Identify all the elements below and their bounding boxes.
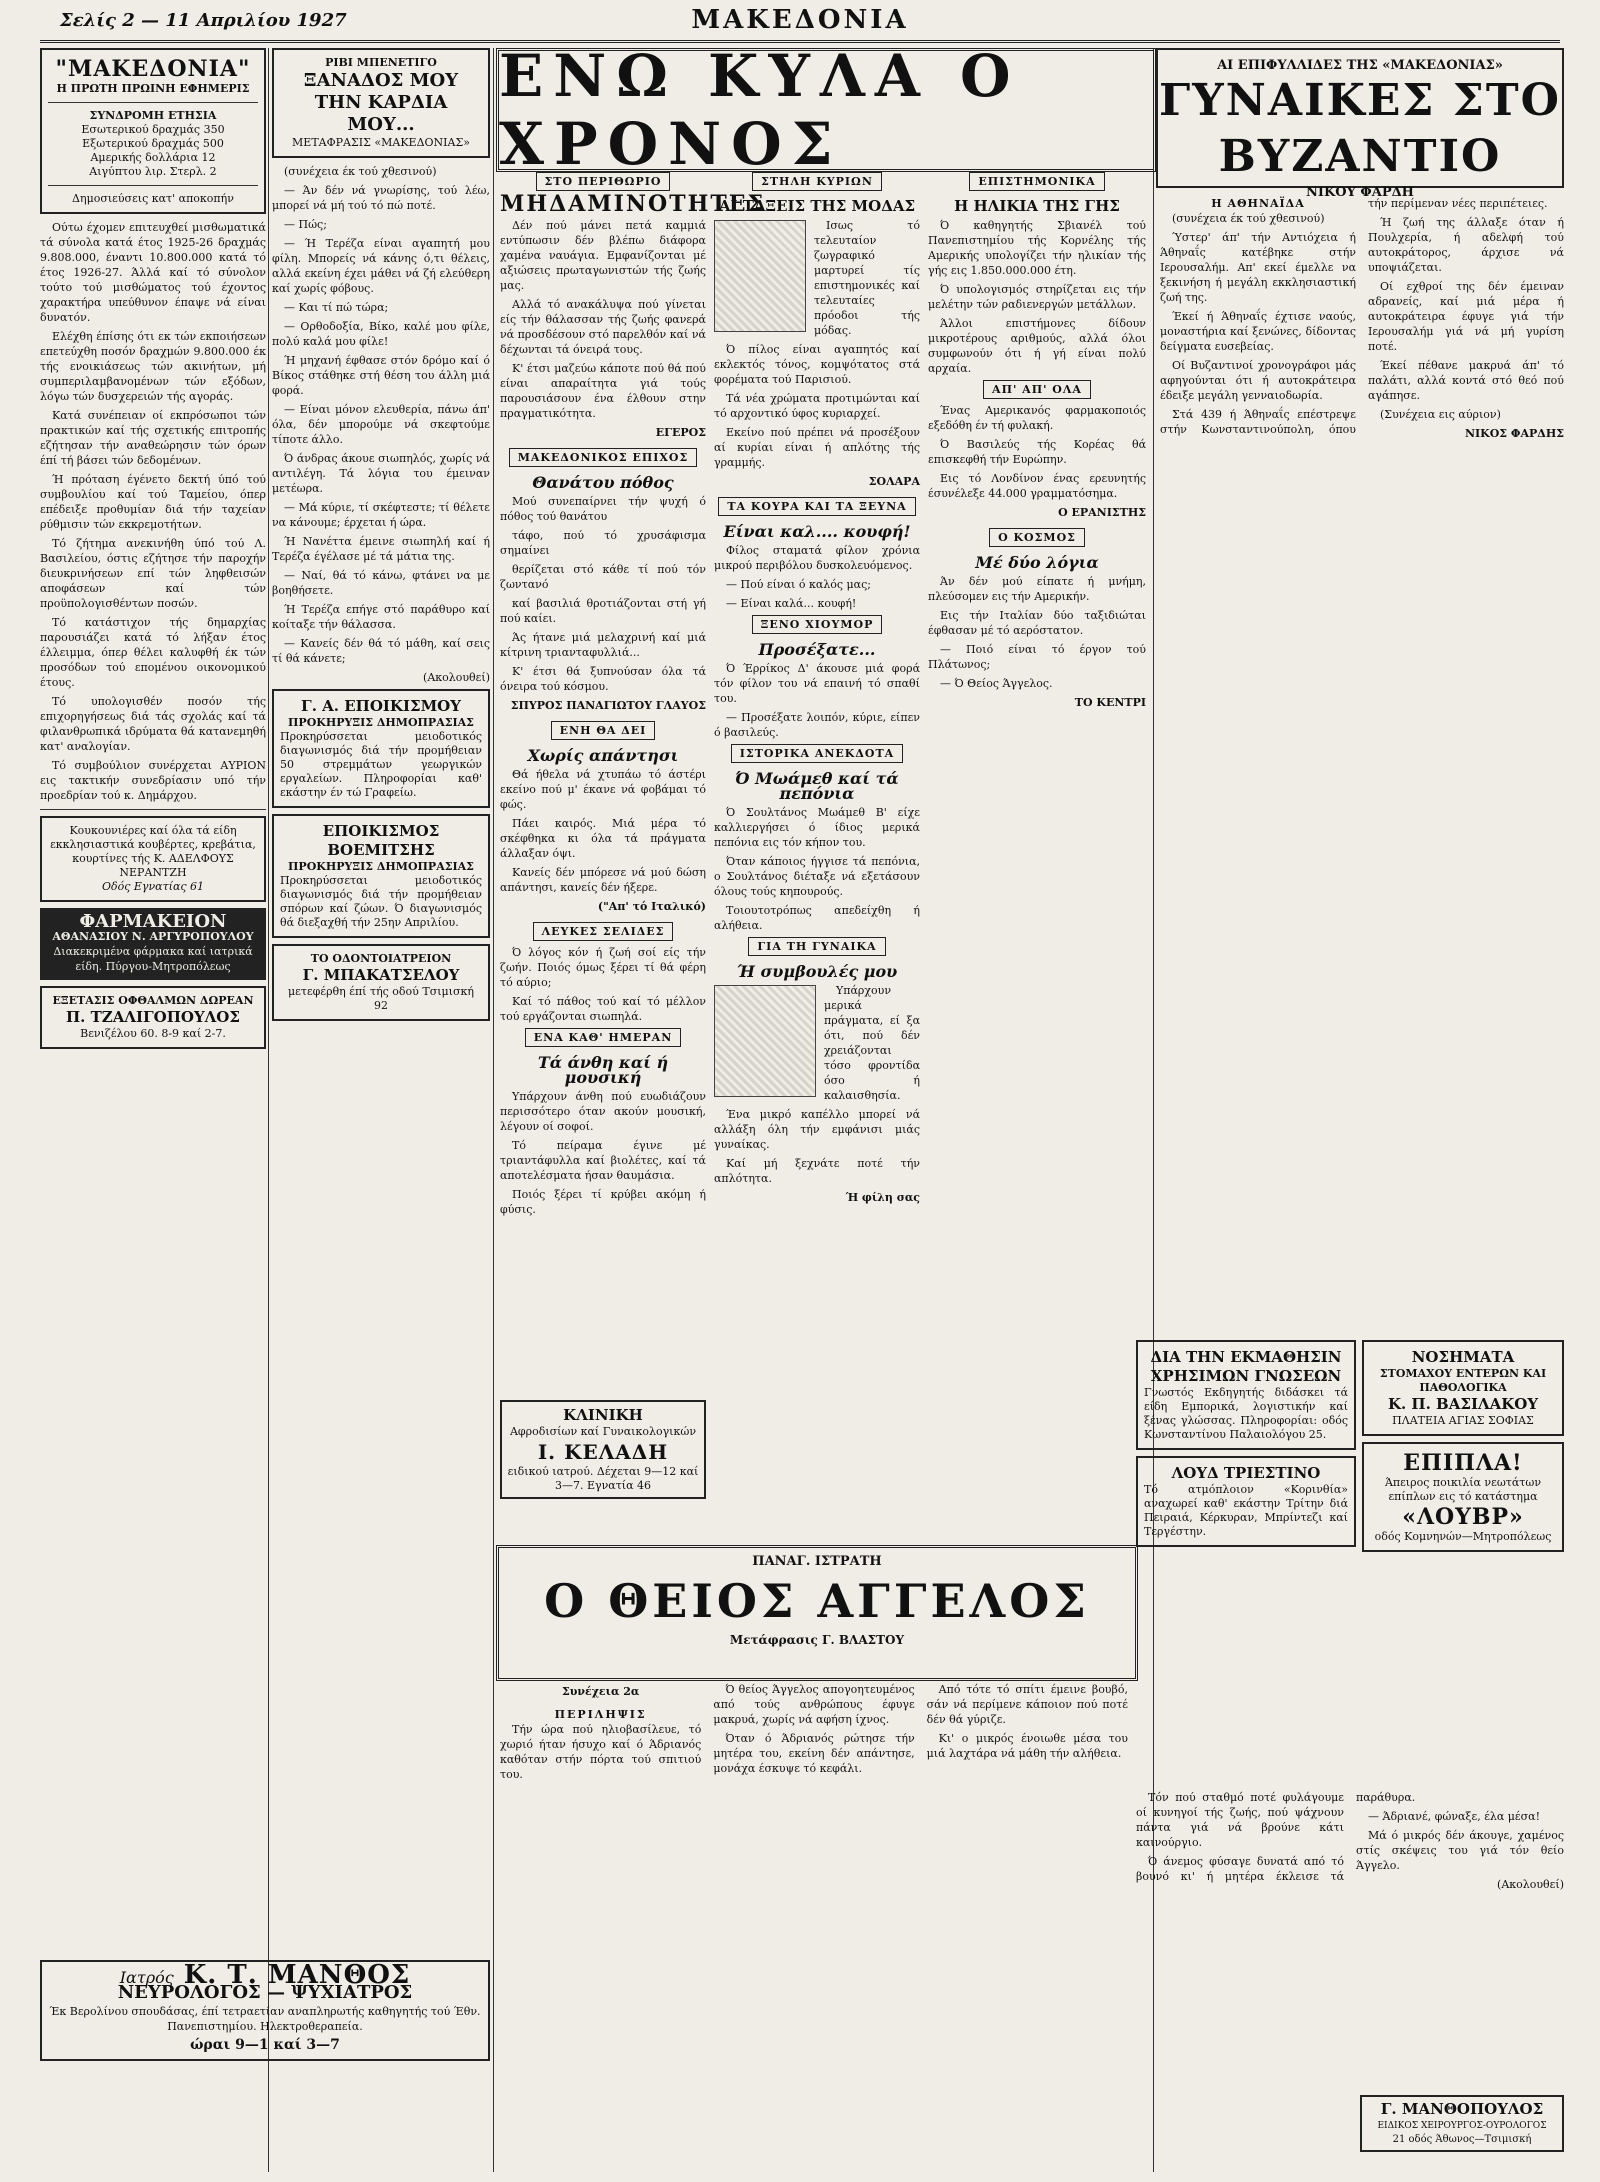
ad-title: ΤΟ ΟΔΟΝΤΟΙΑΤΡΕΙΟΝ bbox=[310, 952, 452, 965]
sub-box-line: Αμερικής δολλάρια 12 bbox=[90, 151, 216, 164]
ad-title: Γ. Α. ΕΠΟΙΚΙΣΜΟΥ bbox=[301, 697, 461, 715]
article-title: Ό Μωάμεθ καί τά πεπόνια bbox=[735, 769, 899, 803]
article-paragraph: Τήν ώρα πού ηλιοβασίλευε, τό χωριό ήταν ήσυχο καί ό Άδριανός καθόταν στήν πόρτα τού σπιτιού του. bbox=[500, 1723, 702, 1781]
article-paragraph: Στά 439 ή Άθηναΐς επέστρεψε στήν Κωνσταντινούπολη, όπου τήν περίμεναν νέες περιπέτειες. bbox=[1160, 197, 1548, 436]
ad-name: Κ. Π. ΒΑΣΙΛΑΚΟΥ bbox=[1387, 1395, 1539, 1413]
article-paragraph: Ό πίλος είναι αγαπητός καί εκλεκτός τόνος, κομψότατος στά φορέματα τού Παρισιού. bbox=[714, 343, 920, 386]
ad-name: «ΛΟΥΒΡ» bbox=[1402, 1504, 1524, 1530]
section-label: ΞΕΝΟ ΧΙΟΥΜΟΡ bbox=[752, 615, 883, 634]
ad-name: Γ. ΜΠΑΚΑΤΣΕΛΟΥ bbox=[302, 966, 460, 984]
article-paragraph: Ό άνδρας άκουε σιωπηλός, χωρίς νά αντιλέγη. Τά λόγια του έμειναν μετέωρα. bbox=[272, 452, 490, 495]
section-label: Η ΑΘΗΝΑΪΔΑ bbox=[1211, 197, 1305, 210]
ad-text: Γνωστός Εκδηγητής διδάσκει τά είδη Εμπορικά, λογιστικήν καί ξένας γλώσσας. Πληροφορίαι: οδός Κωνσταντίνου Παλαιολόγου 25. bbox=[1144, 1386, 1348, 1441]
article-paragraph: — Ορθοδοξία, Βίκο, καλέ μου φίλε, πολύ καλά μου φίλε! bbox=[272, 320, 490, 348]
article-paragraph: Ή Νανέττα έμεινε σιωπηλή καί ή Τερέζα έγέλασε μέ τά μάτια της. bbox=[272, 535, 490, 563]
ad-title: ΚΛΙΝΙΚΗ bbox=[563, 1406, 643, 1424]
article-paragraph: Άλλοι επιστήμονες δίδουν μικροτέρους αριθμούς, αλλά όλοι συμφωνούν ότι ή γή είναι πολύ αρχαία. bbox=[928, 317, 1146, 375]
poem-title: Θανάτου πόθος bbox=[532, 473, 674, 492]
section-label: ΕΠΙΣΤΗΜΟΝΙΚΑ bbox=[969, 172, 1104, 191]
article-paragraph: Ύστερ' άπ' τήν Αντιόχεια ή Άθηναΐς κατέβηκε στήν Ιερουσαλήμ. Απ' εκεί έμελλε να ξεκινήση ή μεγάλη εκκλησιαστική ζωή της. bbox=[1160, 231, 1356, 304]
article-paragraph: Τό κατάστιχον τής δημαρχίας παρουσιάζει κατά τό λήξαν έτος έλλειμμα, όπερ θέλει καλυφθή έκ τών προσόδων τού επομένου οικονομικού έτους. bbox=[40, 616, 266, 689]
article-paragraph: Ό Βασιλεύς τής Κορέας θά επισκεφθή τήν Ευρώπην. bbox=[928, 438, 1146, 466]
section-label: Ο ΚΟΣΜΟΣ bbox=[989, 528, 1085, 547]
section-label: ΣΤΟ ΠΕΡΙΘΩΡΙΟ bbox=[536, 172, 671, 191]
article-paragraph: Έκεί πέθανε μακρυά άπ' τό παλάτι, αλλά κοντά στό θεό πού αγάπησε. bbox=[1368, 359, 1564, 402]
ad-name: Κ. Τ. ΜΑΝΘΟΣ bbox=[183, 1960, 411, 1990]
section-label: ΜΑΚΕΔΟΝΙΚΟΣ ΕΠΙΧΟΣ bbox=[509, 448, 698, 467]
feature-title: ΓΥΝΑΙΚΕΣ ΣΤΟ ΒΥΖΑΝΤΙΟ bbox=[1159, 75, 1561, 182]
article-title: ΑΙ ΤΑΞΕΙΣ ΤΗΣ ΜΟΔΑΣ bbox=[718, 197, 916, 215]
section-label: ΙΣΤΟΡΙΚΑ ΑΝΕΚΔΟΤΑ bbox=[731, 744, 903, 763]
article-paragraph: — Πού είναι ό καλός μας; bbox=[726, 578, 871, 591]
paper-name: ΜΑΚΕΔΟΝΙΑ bbox=[691, 5, 909, 35]
sub-box-title: "ΜΑΚΕΔΟΝΙΑ" bbox=[55, 56, 251, 82]
column-rule bbox=[493, 48, 494, 2172]
ad-subtitle: ΠΡΟΚΗΡΥΞΙΣ ΔΗΜΟΠΡΑΣΙΑΣ bbox=[288, 860, 474, 873]
article-title: ΜΗΔΑΜΙΝΟΤΗΤΕΣ bbox=[500, 191, 766, 217]
section-label: ΓΙΑ ΤΗ ΓΥΝΑΙΚΑ bbox=[748, 937, 885, 956]
right-ads-right bbox=[1362, 1340, 1564, 1780]
article-paragraph: Ό υπολογισμός στηρίζεται εις τήν μελέτην τών ραδιενεργών μετάλλων. bbox=[928, 283, 1146, 311]
article-title: Η ΗΛΙΚΙΑ ΤΗΣ ΓΗΣ bbox=[954, 197, 1120, 215]
article-paragraph: Κανείς δέν μπόρεσε νά μού δώση απάντησι, κανείς δέν ήξερε. bbox=[500, 866, 706, 894]
feature-banner bbox=[496, 42, 1156, 178]
advert-shipping bbox=[1136, 1456, 1356, 1547]
right-lower-serial bbox=[1136, 1790, 1564, 2090]
article-paragraph: — Άν δέν νά γνωρίσης, τού λέω, μπορεί νά μή τού τό πώ ποτέ. bbox=[272, 184, 490, 212]
section-label: ΕΝΗ ΘΑ ΔΕΙ bbox=[551, 721, 656, 740]
advert-pharmacy bbox=[40, 908, 266, 980]
article-paragraph: Μά ό μικρός δέν άκουγε, χαμένος στίς σκέψεις του γιά τόν θείο Άγγελο. bbox=[1356, 1829, 1564, 1872]
ad-address: Οδός Εγνατίας 61 bbox=[101, 880, 205, 893]
article-paragraph: — Είναι καλά... κουφή! bbox=[726, 597, 857, 610]
article-paragraph: Καί μή ξεχνάτε ποτέ τήν απλότητα. bbox=[714, 1157, 920, 1185]
poem-line: Κ' έτσι θά ξυπνούσαν όλα τά όνειρα τού κόσμου. bbox=[500, 665, 706, 693]
section-label: ΕΝΑ ΚΑΘ' ΗΜΕΡΑΝ bbox=[525, 1028, 682, 1047]
ad-title: ΕΠΟΙΚΙΣΜΟΣ ΒΟΕΜΙΤΣΗΣ bbox=[322, 822, 440, 859]
article-paragraph: Ή πρόταση έγένετο δεκτή ύπό τού συμβουλίου καί τού Ταμείου, όπερ επέδειξε προθυμίαν διά τήν ταχείαν ρύθμισιν τών εκκρεμοτήτων. bbox=[40, 473, 266, 531]
ad-title: ΝΕΥΡΟΛΟΓΟΣ — ΨΥΧΙΑΤΡΟΣ bbox=[117, 1982, 413, 2003]
poem-line: καί βασιλιά θροτιάζονται στή γή πού καίει. bbox=[500, 597, 706, 625]
article-paragraph: Τό πείραμα έγινε μέ τριαντάφυλλα καί βιολέτες, καί τά αποτελέσματα ήσαν θαυμάσια. bbox=[500, 1139, 706, 1182]
sub-box-line: Δημοσιεύσεις κατ' αποκοπήν bbox=[72, 192, 234, 205]
center-column-c bbox=[928, 172, 1146, 1532]
advert-tender-2 bbox=[272, 814, 490, 938]
section-label: ΣΤΗΛΗ ΚΥΡΙΩΝ bbox=[752, 172, 882, 191]
article-paragraph: Υπάρχουν άνθη πού ευωδιάζουν περισσότερο όταν ακούν μουσική, λέγουν οί σοφοί. bbox=[500, 1090, 706, 1133]
article-title: Μέ δύο λόγια bbox=[975, 553, 1099, 572]
serial-translator: ΜΕΤΑΦΡΑΣΙΣ «ΜΑΚΕΔΟΝΙΑΣ» bbox=[292, 136, 470, 149]
sub-box-heading: ΣΥΝΔΡΟΜΗ ΕΤΗΣΙΑ bbox=[89, 109, 217, 122]
article-paragraph: (συνέχεια έκ τού χθεσινού) bbox=[284, 165, 437, 178]
article-paragraph: Καί τό πάθος τού καί τό μέλλον τού εργάζονται σιωπηλά. bbox=[500, 995, 706, 1023]
ad-text: Τό ατμόπλοιον «Κορινθία» αναχωρεί καθ' εκάστην Τρίτην διά Πειραιά, Κέρκυραν, Μπρίντεζι καί Τεργέστην. bbox=[1144, 1483, 1348, 1538]
article-paragraph: Τά νέα χρώματα προτιμώνται καί τό αρχοντικό ύφος κυριαρχεί. bbox=[714, 392, 920, 420]
right-ads-left bbox=[1136, 1340, 1356, 1780]
section-label: ΤΑ ΚΟΥΡΑ ΚΑΙ ΤΑ ΞΕΥΝΑ bbox=[718, 497, 915, 516]
ad-text: Έκ Βερολίνου σπουδάσας, έπί τετραετίαν αναπληρωτής καθηγητής τού Έθν. Πανεπιστημίου. Ηλεκτροθεραπεία. bbox=[49, 2005, 481, 2033]
sub-box-line: Εξωτερικού δραχμάς 500 bbox=[82, 137, 224, 150]
article-paragraph: Ό Σουλτάνος Μωάμεθ Β' είχε καλλιεργήσει ό ίδιος μερικά πεπόνια εις τόν κήπον του. bbox=[714, 806, 920, 849]
story-title: Χωρίς απάντησι bbox=[527, 746, 679, 765]
article-paragraph: Όταν κάποιος ήγγισε τά πεπόνια, ο Σουλτάνος διέταξε νά εξετάσουν όλους τούς κηπουρούς. bbox=[714, 855, 920, 898]
article-signature: ΕΓΕΡΟΣ bbox=[655, 426, 706, 439]
article-paragraph: Τό ζήτημα ανεκινήθη ύπό τού Λ. Βασιλείου, όστις εζήτησε τήν παροχήν διευκρινήσεων επί τών ληφθεισών αποφάσεων καί τών προϋπολογισθέντων ποσών. bbox=[40, 537, 266, 610]
article-paragraph: Όταν ό Άδριανός ρώτησε τήν μητέρα του, εκείνη δέν απάντησε, μονάχα έσκυψε τό κεφάλι. bbox=[713, 1732, 915, 1775]
ad-address: 21 οδός Άθωνος—Τσιμισκή bbox=[1392, 2134, 1532, 2145]
section-label: ΛΕΥΚΕΣ ΣΕΛΙΔΕΣ bbox=[533, 922, 674, 941]
advert-tender-1 bbox=[272, 689, 490, 808]
fashion-illustration bbox=[714, 220, 806, 332]
masthead bbox=[40, 0, 1560, 43]
article-paragraph: Ελέχθη έπίσης ότι εκ τών εκποιήσεων επετεύχθη ποσόν δραχμών 9.800.000 έκ τής ενοικιάσεως τών ακινήτων, μή συμπεριλαμβανομένων τών εξόδων, λόγω τών δυσχερειών τής αγοράς. bbox=[40, 330, 266, 403]
subscription-box bbox=[40, 48, 266, 214]
center-column-b bbox=[714, 172, 920, 1532]
ad-text: μετεφέρθη έπί τής οδού Τσιμισκή 92 bbox=[288, 985, 474, 1012]
article-signature: Ή φίλη σας bbox=[845, 1191, 920, 1204]
article-paragraph: Ένα μικρό καπέλλο μπορεί νά αλλάξη όλη τήν εμφάνισι μιάς γυναίκας. bbox=[714, 1108, 920, 1151]
article-paragraph: — Ή Τερέζα είναι αγαπητή μου φίλη. Μπορείς νά κάνης ό,τι θέλεις, αλλά εκείνη έχει μάθει νά ζή ελεύθερη καί χωρίς φόβους. bbox=[272, 237, 490, 295]
article-paragraph: Θά ήθελα νά χτυπάω τό άστέρι εκείνο πού μ' έκανε νά φοβάμαι τό φώς. bbox=[500, 768, 706, 811]
article-paragraph: — Πώς; bbox=[284, 218, 327, 231]
ad-name: Ι. ΚΕΛΑΔΗ bbox=[537, 1440, 669, 1464]
article-paragraph: Ή ζωή της άλλαξε όταν ή Πουλχερία, ή αδελφή τού αυτοκράτορος, άρχισε νά υποψιάζεται. bbox=[1368, 216, 1564, 274]
byzantium-article bbox=[1160, 196, 1564, 1326]
article-paragraph: — Μά κύριε, τί σκέφτεστε; τί θέλετε να κάνουμε; έρχεται ή ώρα. bbox=[272, 501, 490, 529]
sub-box-subtitle: Η ΠΡΩΤΗ ΠΡΩΙΝΗ ΕΦΗΜΕΡΙΣ bbox=[56, 82, 250, 95]
article-paragraph: — Ό Θείος Άγγελος. bbox=[940, 677, 1053, 690]
continuation-note: (Ακολουθεί) bbox=[1497, 1878, 1564, 1891]
article-signature: ΝΙΚΟΣ ΦΑΡΔΗΣ bbox=[1464, 427, 1564, 440]
article-paragraph: Ό λόγος κόν ή ζωή σοί είς τήν ζωήν. Ποιός όμως ξέρει τί θά φέρη τό αύριο; bbox=[500, 946, 706, 989]
poem-line: Μού συνεπαίρνει τήν ψυχή ό πόθος τού θανάτου bbox=[500, 495, 706, 523]
article-title: Προσέξατε... bbox=[758, 640, 876, 659]
article-paragraph: — Και τί πώ τώρα; bbox=[284, 301, 389, 314]
advert-furniture bbox=[40, 816, 266, 902]
article-paragraph: — Προσέξατε λοιπόν, κύριε, είπεν ό βασιλεύς. bbox=[714, 711, 920, 739]
poem-line: τάφο, πού τό χρυσάφισμα σημαίνει bbox=[500, 529, 706, 557]
article-paragraph: Κατά συνέπειαν οί εκπρόσωποι τών πρακτικών καί τής σχετικής επιτροπής εζήτησαν τήν αναθεώρησιν τών όρων έπί τή βάσει τών δεδομένων. bbox=[40, 409, 266, 467]
serial-kicker: ΠΑΝΑΓ. ΙΣΤΡΑΤΗ bbox=[752, 1554, 882, 1569]
advert-dentist bbox=[272, 944, 490, 1021]
article-paragraph: Κ' έτσι μαζεύω κάποτε πού θά πού είναι απαραίτητα γιά τούς παρουσιάσουν ένα έλθουν στην πραγματικότητα. bbox=[500, 362, 706, 420]
article-paragraph: Εις τήν Ιταλίαν δύο ταξιδιώται έφθασαν μέ τό αερόστατον. bbox=[928, 609, 1146, 637]
ad-subtitle: ΠΡΟΚΗΡΥΞΙΣ ΔΗΜΟΠΡΑΣΙΑΣ bbox=[288, 716, 474, 729]
article-paragraph: Εκείνο πού πρέπει νά προσέξουν αί κυρίαι είναι ή απλότης τής γραμμής. bbox=[714, 426, 920, 469]
article-paragraph: Εις τό Λονδίνον ένας ερευνητής έσυνέλεξε 44.000 γραμματόσημα. bbox=[928, 472, 1146, 500]
article-paragraph: — Άδριανέ, φώναξε, έλα μέσα! bbox=[1368, 1810, 1540, 1823]
article-paragraph: Κι' ο μικρός ένοιωθε μέσα του μιά λαχτάρα νά μάθη τήν αλήθεια. bbox=[926, 1732, 1128, 1760]
article-paragraph: Τό υπολογισθέν ποσόν τής επιχορηγήσεως διά τάς σχολάς καί τά φιλανθρωπικά ιδρύματα θά κατανεμηθή κατ' αναλογίαν. bbox=[40, 695, 266, 753]
poem-signature: ΣΠΥΡΟΣ ΠΑΝΑΓΙΩΤΟΥ ΓΛΑΥΟΣ bbox=[510, 699, 706, 712]
ad-subtitle: ΕΙΔΙΚΟΣ ΧΕΙΡΟΥΡΓΟΣ-ΟΥΡΟΛΟΓΟΣ bbox=[1377, 2121, 1547, 2131]
article-paragraph: (συνέχεια έκ τού χθεσινού) bbox=[1172, 212, 1325, 225]
ad-title: ΕΠΙΠΛΑ! bbox=[1403, 1450, 1523, 1476]
ad-text: Κουκουνιέρες καί όλα τά είδη εκκλησιαστικά κουβέρτες, κρεβάτια, κουρτίνες τής Κ. ΑΔΕΛΦΟΥΣ ΝΕΡΑΝΤΖΗ bbox=[50, 824, 256, 879]
ad-title: ΕΞΕΤΑΣΙΣ ΟΦΘΑΛΜΩΝ ΔΩΡΕΑΝ bbox=[52, 994, 254, 1007]
ad-text: Προκηρύσσεται μειοδοτικός διαγωνισμός διά τήν προμήθειαν σπόρων καί ζώων. Ό διαγωνισμός θά διεξαχθή τήν 25ην Απριλίου. bbox=[280, 874, 482, 929]
article-paragraph: Ισως τό τελευταίον ζωγραφικό μαρτυρεί τίς επιστημονικές καί τελευταίες πρόοδοι τής μόδας. bbox=[814, 219, 920, 337]
article-paragraph: Τόν πού σταθμό ποτέ φυλάγουμε οί κυνηγοί τής ζωής, πού ψάχνουν πάντα γιά νά βρούνε κάτι καινούργιο. bbox=[1136, 1791, 1344, 1849]
article-paragraph: Οί Βυζαντινοί χρονογράφοι μάς αφηγούνται ότι ή αυτοκράτειρα έδειξε μεγάλη γενναιοδωρία. bbox=[1160, 359, 1356, 402]
ad-address: ΠΛΑΤΕΙΑ ΑΓΙΑΣ ΣΟΦΙΑΣ bbox=[1392, 1414, 1534, 1427]
advert-education bbox=[1136, 1340, 1356, 1450]
advert-gastro bbox=[1362, 1340, 1564, 1436]
ad-title: ΝΟΣΗΜΑΤΑ bbox=[1411, 1348, 1515, 1366]
article-paragraph: Από τότε τό σπίτι έμεινε βουβό, σάν νά περίμενε κάποιον πού ποτέ δέν θά γύριζε. bbox=[926, 1683, 1128, 1726]
column-rule bbox=[268, 48, 269, 2172]
ad-subtitle: ΣΤΟΜΑΧΟΥ ΕΝΤΕΡΩΝ ΚΑΙ ΠΑΘΟΛΟΓΙΚΑ bbox=[1379, 1367, 1547, 1394]
article-paragraph: Έκεί ή Άθηναΐς έχτισε ναούς, μοναστήρια καί ξενώνες, δίδοντας δείγματα ευσεβείας. bbox=[1160, 310, 1356, 353]
serial-part: Συνέχεια 2α bbox=[561, 1685, 640, 1698]
article-paragraph: Τό συμβούλιον συνέρχεται ΑΥΡΙΟΝ εις τακτικήν συνεδρίασιν υπό τήν προεδρίαν τού κ. Δημάρχου. bbox=[40, 759, 266, 802]
article-paragraph: — Είναι μόνον ελευθερία, πάνω άπ' όλα, δέν μπορούμε νά σκεφτούμε τίποτε άλλο. bbox=[272, 403, 490, 446]
article-paragraph: Άν δέν μού είπατε ή μνήμη, πλεύσομεν εις τήν Αμερικήν. bbox=[928, 575, 1146, 603]
ad-title: ΦΑΡΜΑΚΕΙΟΝ bbox=[79, 911, 227, 932]
article-signature: ΣΟΛΑΡΑ bbox=[868, 475, 920, 488]
article-paragraph: Ό Έρρίκος Δ' άκουσε μιά φορά τόν φίλον του νά επαινή τό σπαθί του. bbox=[714, 662, 920, 705]
section-label: ΑΠ' ΑΠ' ΟΛΑ bbox=[983, 380, 1091, 399]
serial-kicker: ΡΙΒΙ ΜΠΕΝΕΤΙΓΟ bbox=[325, 56, 437, 69]
ad-subtitle: Αφροδισίων καί Γυναικολογικών bbox=[509, 1425, 697, 1438]
article-paragraph: Φίλος σταματά φίλον χρόνια μικρού περιβόλου δυσκολευόμενος. bbox=[714, 544, 920, 572]
lower-serial-banner bbox=[496, 1545, 1138, 1681]
article-title: Τά άνθη καί ή μουσική bbox=[537, 1053, 669, 1087]
article-paragraph: Πάει καιρός. Μιά μέρα τό σκέφθηκα κι όλα τά πράγματα άλλαξαν όψι. bbox=[500, 817, 706, 860]
advert-neurologist bbox=[40, 1960, 490, 2170]
sub-box-line: Αιγύπτου λιρ. Στερλ. 2 bbox=[89, 165, 217, 178]
advert-surgeon bbox=[1360, 2095, 1564, 2175]
article-title: Ή συμβουλές μου bbox=[736, 962, 898, 981]
ad-title: ΛΟΥΔ ΤΡΙΕΣΤΙΝΟ bbox=[1171, 1464, 1321, 1482]
article-paragraph: Τοιουτοτρόπως απεδείχθη ή αλήθεια. bbox=[714, 904, 920, 932]
article-paragraph: Αλλά τό ανακάλυψα πού γίνεται είς τήν θάλασσαν τής ζωής φανερά νά προσδέσουν στό παρελθόν καί νά δέχωνται τά όνειρά τους. bbox=[500, 298, 706, 356]
feature-title: ΕΝΩ ΚΥΛΑ Ο ΧΡΟΝΟΣ bbox=[499, 42, 1021, 178]
article-paragraph: Οί εχθροί της δέν έμειναν αδρανείς, καί μιά μέρα ή αυτοκράτειρα έφυγε γιά τήν Ιερουσαλήμ γιά νά μή γυρίση ποτέ. bbox=[1368, 280, 1564, 353]
center-column-a bbox=[500, 172, 766, 1532]
ad-name: Γ. ΜΑΝΘΟΠΟΥΛΟΣ bbox=[1380, 2100, 1544, 2118]
article-signature: Ο ΕΡΑΝΙΣΤΗΣ bbox=[1058, 506, 1146, 519]
column-1 bbox=[40, 48, 266, 2172]
article-paragraph: Ποιός ξέρει τί κρύβει ακόμη ή φύσις. bbox=[500, 1188, 706, 1216]
ad-kicker: Ιατρός bbox=[119, 1968, 174, 1987]
ad-text: Διακεκριμένα φάρμακα καί ιατρικά είδη. Πύργου-Μητροπόλεως bbox=[53, 945, 253, 973]
ad-hours: ώραι 9—1 καί 3—7 bbox=[190, 2037, 340, 2053]
ad-name: Π. ΤΖΑΛΙΓΟΠΟΥΛΟΣ bbox=[66, 1008, 240, 1026]
article-paragraph: — Ναί, θά τό κάνω, φτάνει να με βοηθήσετε. bbox=[272, 569, 490, 597]
serial-title: Ο ΘΕΙΟΣ ΑΓΓΕΛΟΣ bbox=[544, 1574, 1090, 1628]
advert-clinic bbox=[500, 1400, 706, 1538]
article-paragraph: Ή μηχανή έφθασε στόν δρόμο καί ό Βίκος στάθηκε στή θέση του άλλη μιά φορά. bbox=[272, 354, 490, 397]
ad-text: Άπειρος ποικιλία νεωτάτων επίπλων εις τό κατάστημα bbox=[1384, 1476, 1542, 1503]
serial-translator: Μετάφρασις Γ. ΒΛΑΣΤΟΥ bbox=[729, 1633, 905, 1647]
lower-serial-text bbox=[500, 1682, 1128, 2172]
ad-title: ΔΙΑ ΤΗΝ ΕΚΜΑΘΗΣΙΝ ΧΡΗΣΙΜΩΝ ΓΝΩΣΕΩΝ bbox=[1150, 1348, 1342, 1385]
sub-box-line: Εσωτερικού δραχμάς 350 bbox=[81, 123, 225, 136]
ad-address: Βενιζέλου 60. 8-9 καί 2-7. bbox=[80, 1027, 226, 1040]
column-2 bbox=[272, 48, 490, 2172]
poem-line: θερίζεται στό κάθε τί πού τόν ζωντανό bbox=[500, 563, 706, 591]
article-signature: ΤΟ ΚΕΝΤΡΙ bbox=[1074, 696, 1146, 709]
article-paragraph: Ή Τερέζα επήγε στό παράθυρο καί κοίταξε τήν θάλασσα. bbox=[272, 603, 490, 631]
ad-text: Προκηρύσσεται μειοδοτικός διαγωνισμός διά τήν προμήθειαν 50 στρεμμάτων γεωργικών εργαλείων. Πληροφορίαι καθ' εκάστην έν τώ Γραφείω. bbox=[280, 730, 482, 799]
section-label: ΠΕΡΙΛΗΨΙΣ bbox=[554, 1708, 647, 1721]
feature-kicker: ΑΙ ΕΠΙΦΥΛΛΙΔΕΣ ΤΗΣ «ΜΑΚΕΔΟΝΙΑΣ» bbox=[1217, 58, 1503, 73]
continuation-note: (Συνέχεια εις αύριον) bbox=[1380, 408, 1501, 421]
article-paragraph: Ούτω έχομεν επιτευχθεί μισθωματικά τά σύνολα κατά έτος 1925-26 δραχμάς 9.808.000, έναντι 10.800.000 κατά τό έτος 1926-27. Άλλά καί τό σύνολον τούτο τού μισθώματος τού έχοντος χαρακτήρα υπεύθυνον έπαψε νά είναι δυνατόν. bbox=[40, 221, 266, 324]
article-paragraph: — Κανείς δέν θά τό μάθη, καί σεις τί θά κάνετε; bbox=[272, 637, 490, 665]
story-signature: ("Απ' τό Ιταλικό) bbox=[597, 900, 706, 913]
continuation-note: (Ακολουθεί) bbox=[423, 671, 490, 684]
advert-optician bbox=[40, 986, 266, 1049]
issue-line: Σελίς 2 — 11 Απριλίου 1927 bbox=[60, 9, 347, 31]
article-paragraph: Ένας Αμερικανός φαρμακοποιός εξεδόθη έν τή φυλακή. bbox=[928, 404, 1146, 432]
serial-title: ΞΑΝΑΔΟΣ ΜΟΥ ΤΗΝ ΚΑΡΔΙΑ ΜΟΥ... bbox=[303, 70, 459, 135]
article-paragraph: — Ποιό είναι τό έργον τού Πλάτωνος; bbox=[928, 643, 1146, 671]
article-paragraph: Υπάρχουν μερικά πράγματα, εί ξα ότι, πού δέν χρειάζονται τόσο φροντίδα όσο ή καλαισθησία. bbox=[824, 984, 920, 1102]
byzantium-feature-header bbox=[1156, 48, 1564, 200]
article-paragraph: Ό καθηγητής Σβιανέλ τού Πανεπιστημίου τής Κορνέλης τής Αμερικής υπολογίζει τήν ηλικίαν τής γής εις 1.850.000.000 έτη. bbox=[928, 219, 1146, 277]
serial-header bbox=[272, 48, 490, 158]
hat-illustration bbox=[714, 985, 816, 1097]
article-title: Είναι καλ.... κουφή! bbox=[723, 522, 911, 541]
ad-subtitle: ΑΘΑΝΑΣΙΟΥ Ν. ΑΡΓΥΡΟΠΟΥΛΟΥ bbox=[52, 930, 254, 943]
feature-author: ΝΙΚΟΥ ΦΑΡΔΗ bbox=[1306, 185, 1414, 200]
article-paragraph: Ό θείος Άγγελος απογοητευμένος από τούς ανθρώπους έφυγε μακρυά, χωρίς νά αφήση ίχνος. bbox=[713, 1683, 915, 1726]
article-paragraph: Ό άνεμος φύσαγε δυνατά από τό βουνό κι' ή μητέρα έκλεισε τά παράθυρα. bbox=[1136, 1791, 1416, 1883]
ad-address: οδός Κομνηνών—Μητροπόλεως bbox=[1374, 1530, 1552, 1543]
advert-furniture-louvre bbox=[1362, 1442, 1564, 1552]
article-paragraph: Δέν πού μάνει πετά καμμιά εντύπωσιν δέν βλέπω διάφορα χαμένα ναυάγια. Εμφανίζονται μέ αξιώσεις πρωταγωνιστών τής ζωής μας. bbox=[500, 219, 706, 292]
poem-line: Άς ήτανε μιά μελαχρινή καί μιά κίτρινη τριανταφυλλιά... bbox=[500, 631, 706, 659]
ad-text: ειδικού ιατρού. Δέχεται 9—12 καί 3—7. Εγνατία 46 bbox=[507, 1465, 699, 1492]
